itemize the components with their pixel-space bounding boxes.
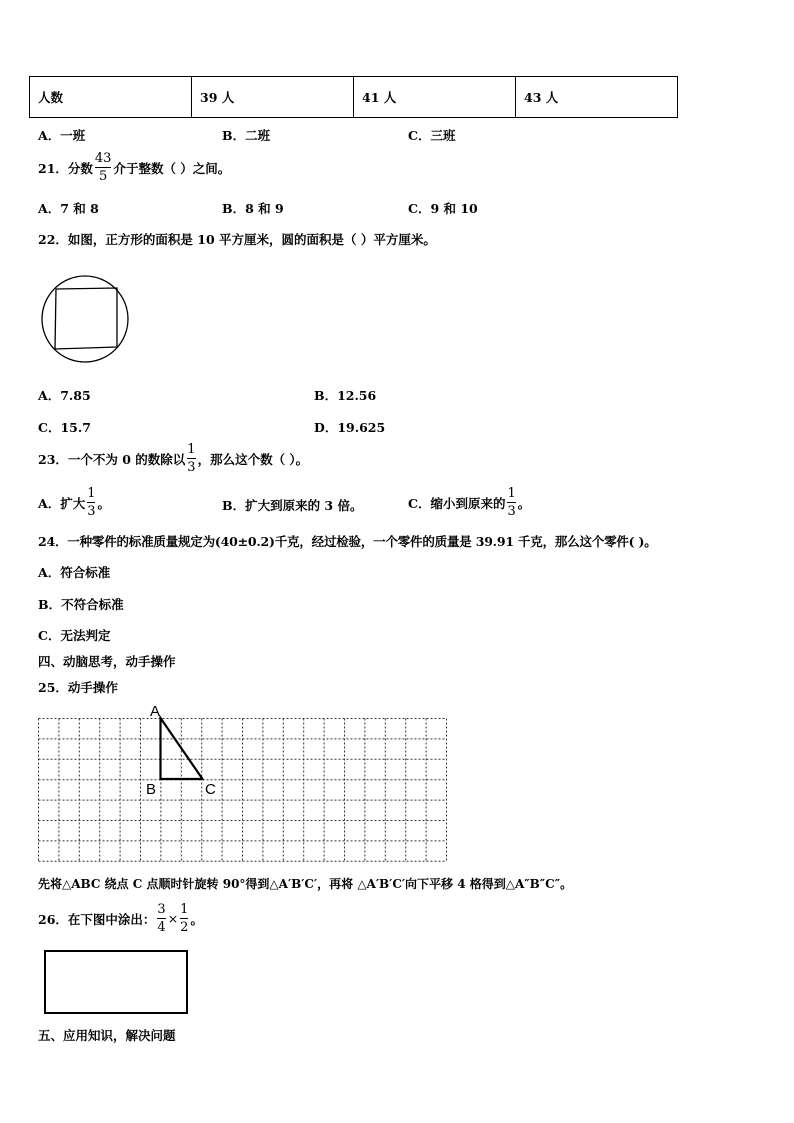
fraction-numerator: 3	[157, 902, 166, 917]
fraction-bar	[95, 167, 112, 168]
fraction-denominator: 2	[180, 920, 189, 935]
q20-option-c: C．三班	[408, 128, 456, 143]
section-5-heading: 五、应用知识，解决问题	[38, 1028, 176, 1043]
times-sign: ×	[167, 911, 179, 926]
q21-option-c: C．9 和 10	[408, 201, 478, 216]
q26-question	[38, 902, 203, 935]
q24-option-b: B．不符合标准	[38, 597, 124, 612]
q26-suffix: 。	[190, 911, 203, 927]
q20-option-b: B．二班	[222, 128, 271, 143]
fraction-3-4	[157, 902, 165, 935]
vertex-label-c: C	[205, 781, 216, 798]
fraction-numerator: 1	[87, 486, 96, 501]
table-cell: 39 人	[192, 77, 354, 118]
q22-option-b: B．12.56	[314, 388, 377, 403]
fraction-43-5	[95, 151, 112, 184]
q22-option-c: C．15.7	[38, 420, 91, 435]
q23-option-b: B．扩大到原来的 3 倍。	[222, 498, 363, 513]
q22-question: 22．如图，正方形的面积是 10 平方厘米，圆的面积是（ ）平方厘米。	[38, 232, 436, 247]
q24-option-a: A．符合标准	[38, 565, 111, 580]
q22-option-a: A．7.85	[38, 388, 91, 403]
fraction-1-3	[187, 442, 195, 475]
q21-option-a: A．7 和 8	[38, 201, 99, 216]
square-shape	[55, 288, 117, 349]
q23-suffix: ，那么这个数（ ）。	[197, 451, 309, 467]
fraction-denominator: 3	[507, 504, 516, 519]
fraction-bar	[157, 918, 165, 919]
q23-prefix: 23．一个不为 0 的数除以	[38, 451, 186, 467]
fraction-numerator: 1	[507, 486, 516, 501]
fraction-numerator: 1	[180, 902, 189, 917]
class-count-table	[29, 76, 678, 118]
triangle-shape	[161, 718, 203, 779]
q23-option-c-prefix: C．缩小到原来的	[408, 495, 506, 511]
q23-option-c	[408, 486, 530, 519]
q25-instruction: 先将△ABC 绕点 C 点顺时针旋转 90°得到△A′B′C′，再将 △A′B′C′向下平移 4 格得到△A″B″C″。	[38, 877, 573, 891]
circle-square-figure	[38, 272, 132, 366]
q21-suffix: 介于整数（ ）之间。	[113, 160, 231, 176]
fraction-bar	[187, 458, 195, 459]
vertex-label-b: B	[146, 781, 157, 798]
table-cell: 43 人	[516, 77, 678, 118]
q21-option-b: B．8 和 9	[222, 201, 284, 216]
section-4-heading: 四、动脑思考，动手操作	[38, 654, 176, 669]
q20-option-a: A．一班	[38, 128, 86, 143]
fraction-bar	[87, 502, 95, 503]
fraction-bar	[507, 502, 515, 503]
fraction-denominator: 3	[187, 460, 196, 475]
fraction-numerator: 1	[187, 442, 196, 457]
q23-option-a-prefix: A．扩大	[38, 495, 86, 511]
vertex-label-a: A	[150, 703, 161, 720]
fraction-denominator: 4	[157, 920, 166, 935]
q22-option-d: D．19.625	[314, 420, 386, 435]
fraction-1-3	[507, 486, 515, 519]
q23-question	[38, 442, 308, 475]
square-grid	[38, 718, 450, 864]
fraction-denominator: 3	[87, 504, 96, 519]
q23-option-c-suffix: 。	[517, 495, 531, 511]
table-row	[30, 77, 678, 118]
q21-prefix: 21．分数	[38, 160, 93, 176]
table-cell: 人数	[30, 77, 192, 118]
fraction-1-2	[180, 902, 188, 935]
q24-question: 24．一种零件的标准质量规定为(40±0.2)千克，经过检验，一个零件的质量是 39.91 千克，那么这个零件( )。	[38, 534, 657, 549]
fraction-numerator: 43	[94, 151, 112, 166]
fraction-denominator: 5	[99, 169, 108, 184]
q23-option-a	[38, 486, 110, 519]
q23-option-a-suffix: 。	[97, 495, 110, 511]
fraction-bar	[180, 918, 188, 919]
q25-title: 25．动手操作	[38, 680, 118, 695]
q24-option-c: C．无法判定	[38, 628, 111, 643]
shading-rectangle	[44, 950, 188, 1014]
table-cell: 41 人	[354, 77, 516, 118]
fraction-1-3	[87, 486, 95, 519]
q26-prefix: 26．在下图中涂出：	[38, 911, 156, 927]
q21-question	[38, 151, 230, 184]
